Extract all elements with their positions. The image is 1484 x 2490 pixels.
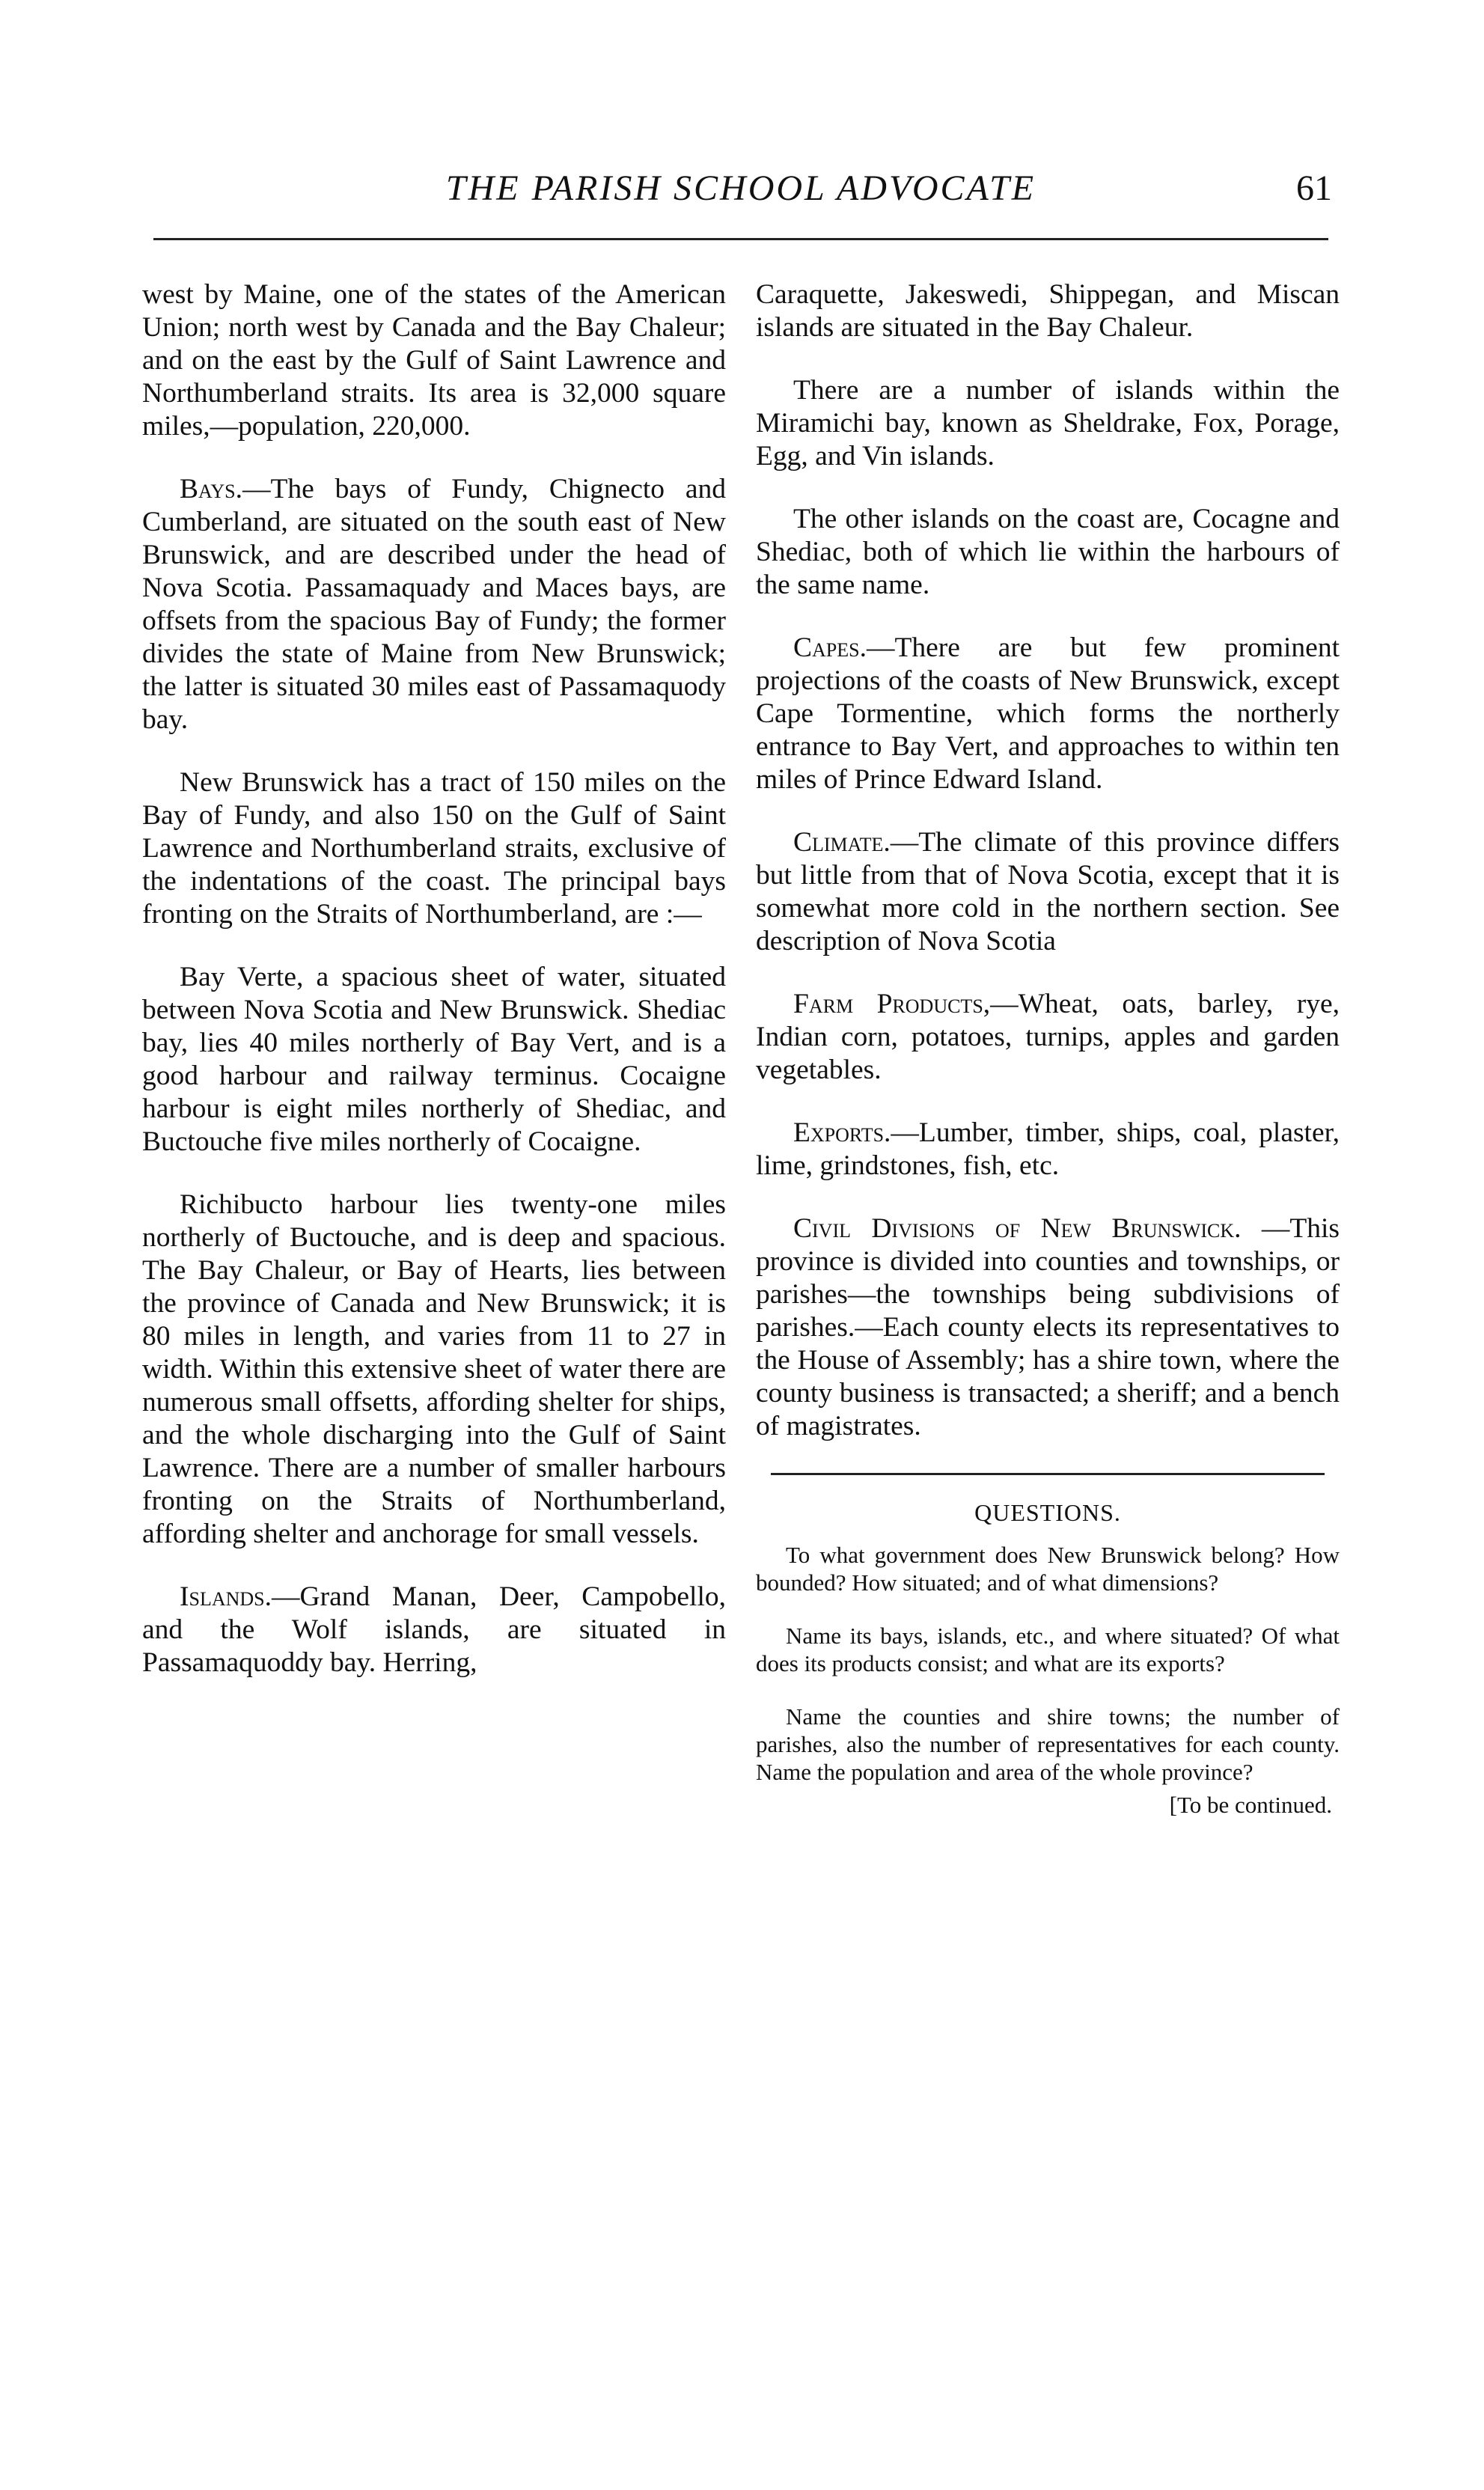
paragraph-islands <box>142 1581 726 1679</box>
questions-rule <box>771 1473 1325 1475</box>
right-column <box>756 278 1340 1820</box>
heading-climate: Climate. <box>793 827 891 858</box>
left-column <box>142 278 726 1679</box>
paragraph-capes <box>756 632 1340 796</box>
heading-islands: Islands. <box>180 1581 272 1612</box>
text-islands: —Grand Manan, Deer, Campobello, and the Wolf islands, are situated in Passamaquoddy bay. Herring, <box>142 1581 726 1678</box>
continued-note: [To be continued. <box>1169 1792 1332 1818</box>
paragraph-richibucto: Richibucto harbour lies twenty-one miles northerly of Buctouche, and is deep and spacious. The Bay Chaleur, or Bay of Hearts, lies between the province of Canada and New Brunswick; it is 80 miles in length, and varies from 11 to 27 in width. Within this extensive sheet of water there are numerous small offsetts, affording shelter for ships, and the whole discharging into the Gulf of Saint Lawrence. There are a number of smaller harbours fronting on the Straits of Northumberland, affording shelter and anchorage for small vessels. <box>142 1189 726 1549</box>
questions-heading: QUESTIONS. <box>974 1499 1121 1526</box>
question-3: Name the counties and shire towns; the number of parishes, also the number of representatives for each county. Name the population and area of the whole province? <box>756 1703 1340 1785</box>
paragraph-boundaries: west by Maine, one of the states of the American Union; north west by Canada and the Bay Chaleur; and on the east by the Gulf of Saint Lawrence and Northumberland straits. Its area is 32,000 square miles,—population, 220,000. <box>142 279 726 442</box>
text-climate: —The climate of this province differs but little from that of Nova Scotia, except that it is somewhat more cold in the northern section. See description of Nova Scotia <box>756 827 1340 956</box>
paragraph-bay-verte: Bay Verte, a spacious sheet of water, situated between Nova Scotia and New Brunswick. Shediac bay, lies 40 miles northerly of Bay Vert, and is a good harbour and railway terminus. Cocaigne harbour is eight miles northerly of Shediac, and Buctouche five miles northerly of Cocaigne. <box>142 962 726 1157</box>
paragraph-exports <box>756 1117 1340 1183</box>
text-civil-divisions: —This province is divided into counties and townships, or parishes—the townships being subdivisions of parishes.—Each county elects its representatives to the House of Assembly; has a shire town, where the county business is transacted; a sheriff; and a bench of magistrates. <box>756 1213 1340 1441</box>
paragraph-civil-divisions <box>756 1212 1340 1443</box>
page-number: 61 <box>1296 168 1332 208</box>
header-rule <box>153 238 1328 240</box>
question-1: To what government does New Brunswick belong? How bounded? How situated; and of what dimensions? <box>756 1542 1340 1596</box>
paragraph-bays <box>142 473 726 736</box>
heading-bays: Bays. <box>180 474 243 504</box>
heading-civil-divisions: Civil Divisions of New Brunswick. <box>793 1213 1242 1244</box>
text-capes: —There are but few prominent projections of the coasts of New Brunswick, except Cape Tormentine, which forms the northerly entrance to Bay Vert, and approaches to within ten miles of Prince Edward Island. <box>756 632 1340 795</box>
text-bays: —The bays of Fundy, Chignecto and Cumberland, are situated on the south east of New Brunswick, and are described under the head of Nova Scotia. Passamaquady and Maces bays, are offsets from the spacious Bay of Fundy; the former divides the state of Maine from New Brunswick; the latter is situated 30 miles east of Passamaquody bay. <box>142 474 726 735</box>
text-exports: —Lumber, timber, ships, coal, plaster, lime, grindstones, fish, etc. <box>756 1117 1340 1181</box>
paragraph-farm-products <box>756 988 1340 1087</box>
paragraph-coast-tract: New Brunswick has a tract of 150 miles on the Bay of Fundy, and also 150 on the Gulf of Saint Lawrence and Northumberland straits, exclusive of the indentations of the coast. The principal bays fronting on the Straits of Northumberland, are :— <box>142 767 726 930</box>
question-2: Name its bays, islands, etc., and where situated? Of what does its products consist; and what are its exports? <box>756 1623 1340 1676</box>
heading-exports: Exports. <box>793 1117 891 1148</box>
text-farm-products: —Wheat, oats, barley, rye, Indian corn, potatoes, turnips, apples and garden vegetables. <box>756 989 1340 1085</box>
paragraph-caraquette: Caraquette, Jakeswedi, Shippegan, and Miscan islands are situated in the Bay Chaleur. <box>756 279 1340 343</box>
running-title: THE PARISH SCHOOL ADVOCATE <box>445 168 1036 208</box>
heading-farm-products: Farm Products, <box>793 989 991 1019</box>
heading-capes: Capes. <box>793 632 867 663</box>
paragraph-climate <box>756 826 1340 958</box>
paragraph-miramichi: There are a number of islands within the Miramichi bay, known as Sheldrake, Fox, Porage, Egg, and Vin islands. <box>756 375 1340 472</box>
paragraph-other-islands: The other islands on the coast are, Cocagne and Shediac, both of which lie within the harbours of the same name. <box>756 504 1340 600</box>
running-head <box>150 166 1332 219</box>
